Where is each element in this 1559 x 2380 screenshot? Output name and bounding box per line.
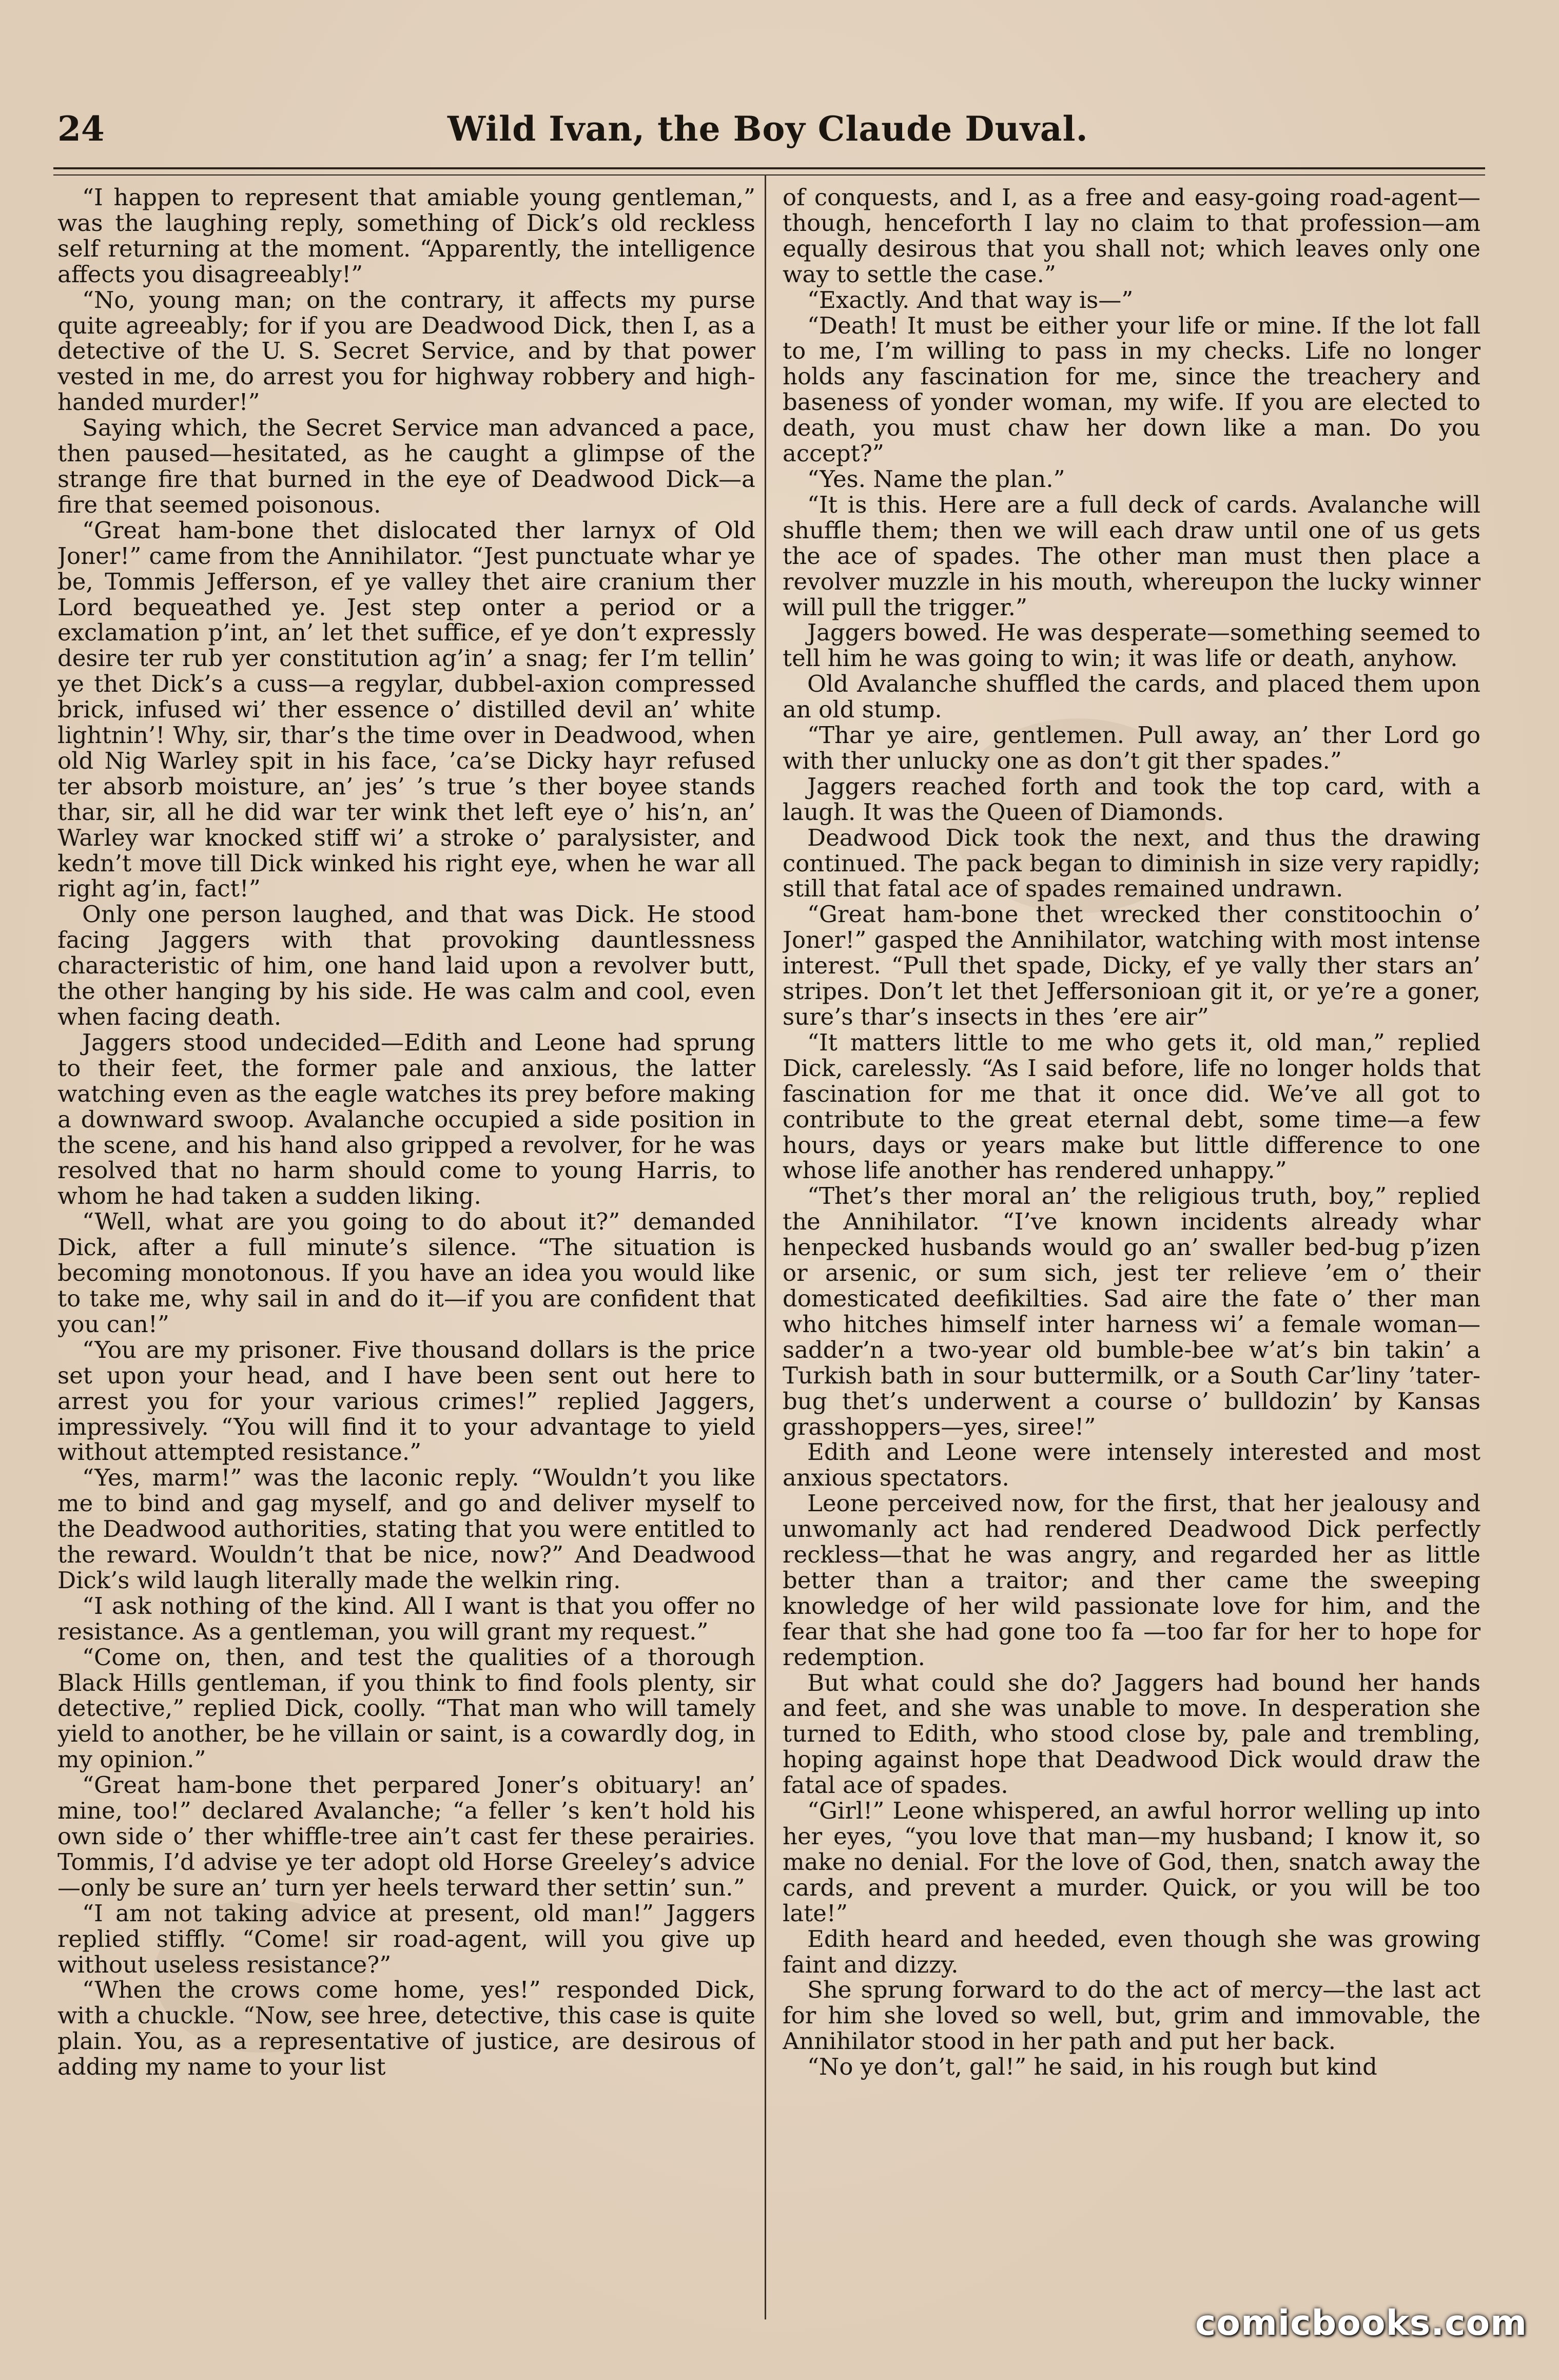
paragraph: “I am not taking advice at present, old man!” Jaggers replied stiffly. “Come! sir road-agent, will you give up without useless resistance?”	[57, 1899, 755, 1978]
column-divider	[765, 174, 766, 2319]
paragraph: Jaggers stood undecided—Edith and Leone had sprung to their feet, the former pale and anxious, the latter watching even as the eagle watches its prey before making a downward swoop. Avalanche occupied a side position in the scene, and his hand also gripped a revolver, for he was resolved that no harm should come to young Harris, to whom he had taken a sudden liking.	[57, 1028, 755, 1210]
page-header	[57, 109, 1484, 165]
paragraph: “Yes, marm!” was the laconic reply. “Wouldn’t you like me to bind and gag myself, and go and deliver myself to the Deadwood authorities, stating that you were entitled to the reward. Wouldn’t that be nice, now?” And Deadwood Dick’s wild laugh literally made the welkin ring.	[57, 1464, 755, 1594]
paragraph: Only one person laughed, and that was Dick. He stood facing Jaggers with that provoking dauntlessness characteristic of him, one hand laid upon a revolver butt, the other hanging by his side. He was calm and cool, even when facing death.	[57, 901, 755, 1030]
paragraph: “Death! It must be either your life or mine. If the lot fall to me, I’m willing to pass in my checks. Life no longer holds any fascination for me, since the treachery and baseness of yonder woman, my wife. If you are elected to death, you must chaw her down like a man. Do you accept?”	[783, 311, 1480, 467]
paragraph: Jaggers reached forth and took the top card, with a laugh. It was the Queen of Diamonds.	[783, 772, 1480, 826]
paragraph: “I happen to represent that amiable young gentleman,” was the laughing reply, something of Dick’s old reckless self returning at the moment. “Apparently, the intelligence affects you disagreeably!”	[57, 185, 755, 288]
paragraph: “I ask nothing of the kind. All I want is that you offer no resistance. As a gentleman, you will grant my request.”	[57, 1592, 755, 1645]
paragraph: “Exactly. And that way is—”	[807, 286, 1134, 314]
running-title: Wild Ivan, the Boy Claude Duval.	[447, 109, 1088, 149]
paragraph: “Well, what are you going to do about it?” demanded Dick, after a full minute’s silence. “The situation is becoming monotonous. If you have an idea you would like to take me, why sail in and do it—if you are confident that you can!”	[57, 1208, 755, 1338]
source-watermark: comicbooks.com	[1195, 2303, 1527, 2344]
paragraph: But what could she do? Jaggers had bound her hands and feet, and she was unable to move. In desperation she turned to Edith, who stood close by, pale and trembling, hoping against hope that Deadwood Dick would draw the fatal ace of spades.	[783, 1669, 1480, 1799]
paragraph-continued: of conquests, and I, as a free and easy-going road-agent—though, henceforth I lay no claim to that profession—am equally desirous that you shall not; which leaves only one way to settle the case.”	[783, 185, 1480, 288]
page-number: 24	[57, 109, 105, 149]
paragraph: “No, young man; on the contrary, it affects my purse quite agreeably; for if you are Deadwood Dick, then I, as a detective of the U. S. Secret Service, and by that power vested in me, do arrest you for highway robbery and high-handed murder!”	[57, 286, 755, 416]
paragraph: Edith heard and heeded, even though she was growing faint and dizzy.	[783, 1925, 1480, 1978]
paragraph: “It is this. Here are a full deck of cards. Avalanche will shuffle them; then we will each draw until one of us gets the ace of spades. The other man must then place a revolver muzzle in his mouth, whereupon the lucky winner will pull the trigger.”	[783, 491, 1480, 621]
paragraph: “No ye don’t, gal!” he said, in his rough but kind	[807, 2053, 1377, 2081]
paragraph: Jaggers bowed. He was desperate—something seemed to tell him he was going to win; it was life or death, anyhow.	[783, 619, 1480, 672]
paragraph: “When the crows come home, yes!” responded Dick, with a chuckle. “Now, see hree, detective, this case is quite plain. You, as a representative of justice, are desirous of adding my name to your list	[57, 1976, 755, 2081]
paragraph: “You are my prisoner. Five thousand dollars is the price set upon your head, and I have been sent out here to arrest you for your various crimes!” replied Jaggers, impressively. “You will find it to your advantage to yield without attempted resistance.”	[57, 1336, 755, 1466]
paragraph: She sprung forward to do the act of mercy—the last act for him she loved so well, but, grim and immovable, the Annihilator stood in her path and put her back.	[783, 1976, 1480, 2055]
paragraph: Old Avalanche shuffled the cards, and placed them upon an old stump.	[783, 670, 1480, 724]
header-rule	[53, 167, 1485, 175]
paragraph: Edith and Leone were intensely interested and most anxious spectators.	[783, 1438, 1480, 1492]
paragraph: Deadwood Dick took the next, and thus the drawing continued. The pack began to diminish in size very rapidly; still that fatal ace of spades remained undrawn.	[783, 824, 1480, 903]
right-column	[783, 185, 1480, 2309]
paragraph: “It matters little to me who gets it, old man,” replied Dick, carelessly. “As I said before, life no longer holds that fascination for me that it once did. We’ve all got to contribute to the great eternal debt, some time—a few hours, days or years make but little difference to one whose life another has rendered unhappy.”	[783, 1028, 1480, 1184]
paragraph: “Thet’s ther moral an’ the religious truth, boy,” replied the Annihilator. “I’ve known incidents already whar henpecked husbands would go an’ swaller bed-bug p’izen or arsenic, or sum sich, jest ter relieve ’em o’ their domesticated deefikilties. Sad aire the fate o’ ther man who hitches himself inter harness wi’ a female woman—sadder’n a two-year old bumble-bee w’at’s bin takin’ a Turkish bath in sour buttermilk, or a South Car’liny ’tater-bug thet’s underwent a course o’ bulldozin’ by Kansas grasshoppers—yes, siree!”	[783, 1182, 1480, 1440]
paragraph: “Come on, then, and test the qualities of a thorough Black Hills gentleman, if you think to find fools plenty, sir detective,” replied Dick, coolly. “That man who will tamely yield to another, be he villain or saint, is a cowardly dog, in my opinion.”	[57, 1643, 755, 1773]
paragraph: “Yes. Name the plan.”	[807, 465, 1065, 493]
left-column	[57, 185, 755, 2309]
paragraph: “Great ham-bone thet wrecked ther constitoochin o’ Joner!” gasped the Annihilator, watching with most intense interest. “Pull thet spade, Dicky, ef ye vally ther stars an’ stripes. Don’t let thet Jeffersonioan git it, or ye’re a goner, sure’s thar’s insects in thes ’ere air”	[783, 901, 1480, 1030]
paragraph: Leone perceived now, for the first, that her jealousy and unwomanly act had rendered Deadwood Dick perfectly reckless—that he was angry, and regarded her as little better than a traitor; and ther came the sweeping knowledge of her wild passionate love for him, and the fear that she had gone too fa —too far for her to hope for redemption.	[783, 1490, 1480, 1671]
paragraph: “Great ham-bone thet perpared Joner’s obituary! an’ mine, too!” declared Avalanche; “a feller ’s ken’t hold his own side o’ ther whiffle-tree ain’t cast fer these perairies. Tommis, I’d advise ye ter adopt old Horse Greeley’s advice—only be sure an’ turn yer heels terward ther settin’ sun.”	[57, 1771, 755, 1901]
paragraph: “Girl!” Leone whispered, an awful horror welling up into her eyes, “you love that man—my husband; I know it, so make no denial. For the love of God, then, snatch away the cards, and prevent a murder. Quick, or you will be too late!”	[783, 1797, 1480, 1927]
paragraph: “Thar ye aire, gentlemen. Pull away, an’ ther Lord go with ther unlucky one as don’t git ther spades.”	[783, 721, 1480, 774]
paragraph: Saying which, the Secret Service man advanced a pace, then paused—hesitated, as he caught a glimpse of the strange fire that burned in the eye of Deadwood Dick—a fire that seemed poisonous.	[57, 414, 755, 518]
paragraph: “Great ham-bone thet dislocated ther larnyx of Old Joner!” came from the Annihilator. “Jest punctuate whar ye be, Tommis Jefferson, ef ye valley thet aire cranium ther Lord bequeathed ye. Jest step onter a period or a exclamation p’int, an’ let thet suffice, ef ye don’t expressly desire ter rub yer constitution ag’in’ a snag; fer I’m tellin’ ye thet Dick’s a cuss—a regylar, dubbel-axion compressed brick, infused wi’ ther essence o’ distilled devil an’ white lightnin’! Why, sir, thar’s the time over in Deadwood, when old Nig Warley spit in his face, ’ca’se Dicky hayr refused ter absorb moisture, an’ jes’ ’s true ’s ther boyee stands thar, sir, all he did war ter wink thet left eye o’ his’n, an’ Warley war knocked stiff wi’ a stroke o’ paralysister, and kedn’t move till Dick winked his right eye, when he war all right ag’in, fact!”	[57, 516, 755, 903]
